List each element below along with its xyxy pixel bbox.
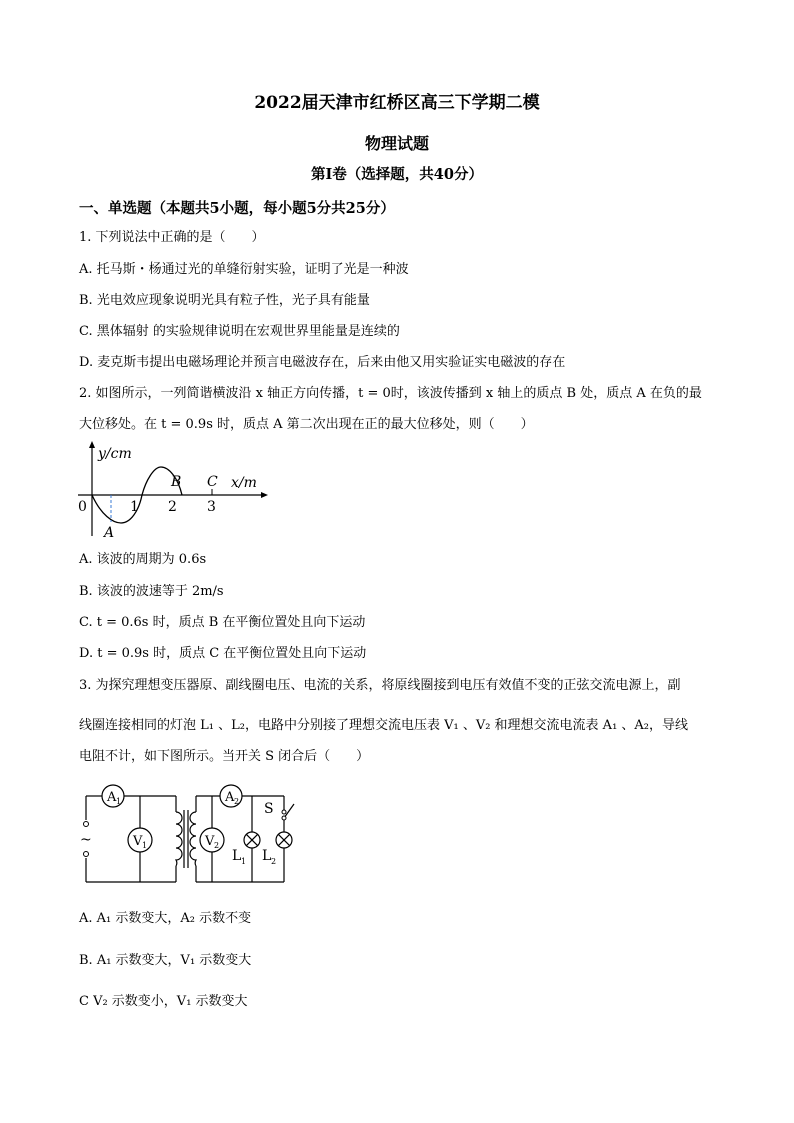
point-a-label: A bbox=[104, 525, 115, 540]
q2-stem-line2: 大位移处。在 t = 0.9s 时，质点 A 第二次出现在正的最大位移处，则（ ） bbox=[79, 417, 534, 432]
y-axis-arrow bbox=[89, 441, 95, 448]
part-title: 第Ⅰ卷（选择题，共40分） bbox=[311, 166, 483, 183]
origin-label: 0 bbox=[78, 499, 87, 515]
x-axis-arrow bbox=[261, 492, 268, 498]
voltmeter-v2-sub: 2 bbox=[214, 841, 220, 850]
tick-label-2: 2 bbox=[168, 499, 177, 515]
exam-title: 2022届天津市红桥区高三下学期二模 bbox=[254, 93, 540, 113]
section-heading: 一、单选题（本题共5小题，每小题5分共25分） bbox=[79, 200, 395, 217]
ammeter-a2-label: A bbox=[225, 790, 235, 805]
point-c-label: C bbox=[207, 474, 218, 490]
q3-stem-line3: 电阻不计，如下图所示。当开关 S 闭合后（ ） bbox=[79, 749, 370, 764]
q1-option-c: C. 黑体辐射 的实验规律说明在宏观世界里能量是连续的 bbox=[79, 324, 400, 339]
voltmeter-v1-sub: 1 bbox=[142, 841, 148, 850]
q2-option-c: C. t = 0.6s 时，质点 B 在平衡位置处且向下运动 bbox=[79, 615, 366, 630]
q2-stem-line1: 2. 如图所示，一列简谐横波沿 x 轴正方向传播，t = 0时，该波传播到 x 轴上的质点 B 处，质点 A 在负的最 bbox=[79, 386, 702, 401]
q3-option-b: B. A₁ 示数变大，V₁ 示数变大 bbox=[79, 953, 252, 968]
q2-option-a: A. 该波的周期为 0.6s bbox=[79, 552, 207, 567]
ammeter-a1-sub: 1 bbox=[116, 797, 122, 806]
subject-title: 物理试题 bbox=[364, 134, 429, 153]
ammeter-a1-label: A bbox=[107, 790, 117, 805]
source-terminal-top bbox=[84, 822, 89, 827]
lamp-l1-sub: 1 bbox=[241, 857, 247, 866]
switch-label: S bbox=[264, 801, 274, 817]
switch-contact-top bbox=[282, 810, 286, 814]
q1-option-a: A. 托马斯・杨通过光的单缝衍射实验，证明了光是一种波 bbox=[79, 262, 409, 277]
lamp-l2-label: L bbox=[262, 848, 272, 864]
y-axis-label: y/cm bbox=[98, 446, 132, 462]
tick-label-1: 1 bbox=[130, 499, 139, 515]
q1-option-d: D. 麦克斯韦提出电磁场理论并预言电磁波存在，后来由他又用实验证实电磁波的存在 bbox=[79, 355, 566, 370]
q3-option-a: A. A₁ 示数变大，A₂ 示数不变 bbox=[79, 911, 252, 926]
q3-transformer-circuit bbox=[76, 780, 306, 890]
point-b-label: B bbox=[171, 474, 182, 490]
voltmeter-v2-label: V bbox=[205, 834, 215, 849]
q1-stem: 1. 下列说法中正确的是（ ） bbox=[79, 230, 265, 245]
q1-option-b: B. 光电效应现象说明光具有粒子性，光子具有能量 bbox=[79, 293, 370, 308]
q3-option-c: C V₂ 示数变小，V₁ 示数变大 bbox=[79, 994, 248, 1009]
lamp-l2-sub: 2 bbox=[271, 857, 277, 866]
source-terminal-bottom bbox=[84, 852, 89, 857]
q2-wave-figure bbox=[76, 440, 276, 540]
x-axis-label: x/m bbox=[231, 475, 257, 491]
ammeter-a2-sub: 2 bbox=[234, 797, 240, 806]
q2-option-b: B. 该波的波速等于 2m/s bbox=[79, 584, 224, 599]
switch-contact-bottom bbox=[282, 816, 286, 820]
q3-stem-line2: 线圈连接相同的灯泡 L₁ 、L₂，电路中分别接了理想交流电压表 V₁ 、V₂ 和理想交流电流表 A₁ 、A₂，导线 bbox=[79, 718, 689, 733]
tick-label-3: 3 bbox=[207, 499, 216, 515]
q2-option-d: D. t = 0.9s 时，质点 C 在平衡位置处且向下运动 bbox=[79, 646, 367, 661]
source-symbol: ~ bbox=[80, 832, 92, 848]
voltmeter-v1-label: V bbox=[133, 834, 143, 849]
q3-stem-line1: 3. 为探究理想变压器原、副线圈电压、电流的关系，将原线圈接到电压有效值不变的正弦交流电源上，副 bbox=[79, 678, 681, 693]
lamp-l1-label: L bbox=[232, 848, 242, 864]
